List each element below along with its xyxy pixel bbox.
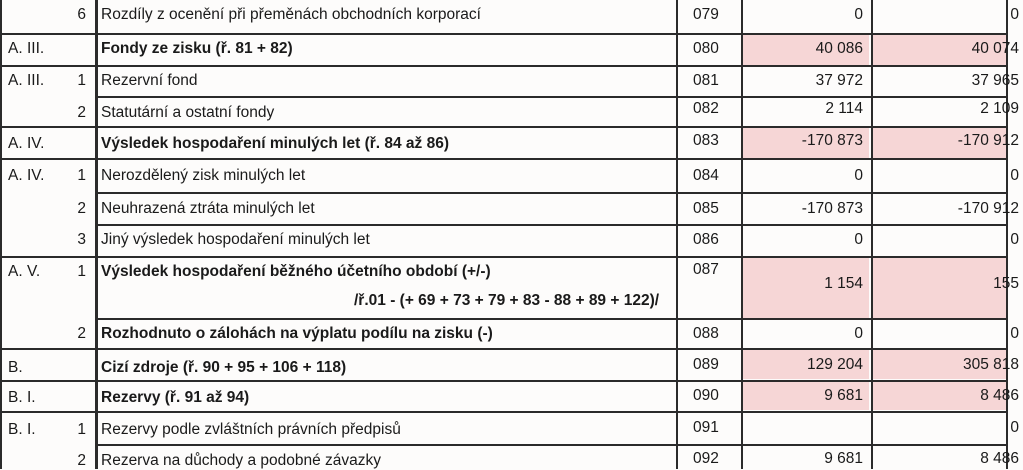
row-code: 079 xyxy=(693,6,719,23)
row-value-previous: 155 xyxy=(993,275,1019,292)
row-item-number: 2 xyxy=(77,325,86,342)
row-value-current: 0 xyxy=(854,6,863,23)
row-code: 091 xyxy=(693,419,719,436)
row-value-current: 9 681 xyxy=(824,450,863,467)
row-section: A. III. xyxy=(8,40,45,57)
row-value-current: -170 873 xyxy=(801,200,863,217)
row-code: 087 xyxy=(693,261,719,278)
grid-line xyxy=(0,0,2,469)
row-label: Rezerva na důchody a podobné závazky xyxy=(101,452,382,469)
row-value-previous: 8 486 xyxy=(980,387,1019,404)
row-value-current: 40 086 xyxy=(815,40,863,57)
grid-line xyxy=(0,348,1008,350)
row-item-number: 1 xyxy=(77,167,86,184)
row-label: Výsledek hospodaření minulých let (ř. 84 až 86) xyxy=(101,135,450,152)
row-value-current: 2 114 xyxy=(825,100,863,117)
row-code: 081 xyxy=(693,72,719,89)
grid-line xyxy=(0,126,1008,128)
row-value-previous: 40 074 xyxy=(971,40,1019,57)
row-value-previous: 0 xyxy=(1010,419,1019,436)
row-value-previous: 0 xyxy=(1010,6,1019,23)
row-value-previous: -170 912 xyxy=(957,200,1019,217)
row-item-number: 2 xyxy=(77,104,86,121)
row-item-number: 1 xyxy=(77,263,86,280)
grid-line xyxy=(871,0,873,469)
row-code: 082 xyxy=(693,100,719,117)
row-code: 086 xyxy=(693,231,719,248)
row-code: 090 xyxy=(693,387,719,404)
row-value-current: 0 xyxy=(854,167,863,184)
row-item-number: 2 xyxy=(77,452,86,469)
row-section: A. III. xyxy=(8,72,45,89)
highlight-cell xyxy=(873,258,1006,318)
grid-line xyxy=(0,256,1008,258)
row-label: Rezervy (ř. 91 až 94) xyxy=(101,389,250,406)
row-code: 092 xyxy=(693,450,719,467)
row-value-current: 0 xyxy=(854,231,863,248)
row-label: Cizí zdroje (ř. 90 + 95 + 106 + 118) xyxy=(101,359,347,376)
row-value-current: 37 972 xyxy=(815,72,863,89)
row-label: Jiný výsledek hospodaření minulých let xyxy=(101,231,370,248)
row-code: 089 xyxy=(693,356,719,373)
row-value-previous: 0 xyxy=(1010,167,1019,184)
row-item-number: 6 xyxy=(77,6,86,23)
grid-line xyxy=(676,0,678,469)
grid-line xyxy=(95,318,1008,320)
row-section: A. IV. xyxy=(8,167,45,184)
row-value-previous: 2 109 xyxy=(980,100,1019,117)
row-item-number: 3 xyxy=(77,231,86,248)
row-item-number: 1 xyxy=(77,72,86,89)
row-value-previous: 0 xyxy=(1010,231,1019,248)
row-section: A. IV. xyxy=(8,135,45,152)
row-value-previous: 37 965 xyxy=(971,72,1019,89)
row-value-current: 9 681 xyxy=(824,387,863,404)
row-section: B. I. xyxy=(8,389,36,406)
row-value-current: 0 xyxy=(854,325,863,342)
grid-line xyxy=(95,0,98,469)
row-label-formula: /ř.01 - (+ 69 + 73 + 79 + 83 - 88 + 89 + 122)/ xyxy=(354,292,660,309)
row-code: 083 xyxy=(693,132,719,149)
row-value-previous: -170 912 xyxy=(957,132,1019,149)
row-value-current: -170 873 xyxy=(801,132,863,149)
row-value-current: 129 204 xyxy=(806,356,863,373)
row-code: 088 xyxy=(693,325,719,342)
row-value-previous: 0 xyxy=(1010,325,1019,342)
grid-line xyxy=(95,96,1008,98)
row-value-previous: 305 818 xyxy=(962,356,1019,373)
grid-line xyxy=(95,192,1008,194)
row-code: 084 xyxy=(693,167,719,184)
row-label: Rezervní fond xyxy=(101,72,198,89)
grid-line xyxy=(0,411,1008,413)
grid-line xyxy=(741,0,743,469)
grid-line xyxy=(0,33,1008,35)
grid-line xyxy=(95,224,1008,226)
row-section: A. V. xyxy=(8,263,41,280)
row-label: Neuhrazená ztráta minulých let xyxy=(101,200,315,217)
row-code: 080 xyxy=(693,40,719,57)
row-label: Rezervy podle zvláštních právních předpisů xyxy=(101,421,401,438)
row-item-number: 1 xyxy=(77,421,86,438)
row-label: Nerozdělený zisk minulých let xyxy=(101,167,306,184)
grid-line xyxy=(95,444,1008,446)
row-label: Výsledek hospodaření běžného účetního období (+/-) xyxy=(101,263,491,280)
row-item-number: 2 xyxy=(77,200,86,217)
row-code: 085 xyxy=(693,200,719,217)
row-value-current: 1 154 xyxy=(824,275,863,292)
grid-line xyxy=(0,158,1008,160)
row-label: Rozhodnuto o zálohách na výplatu podílu na zisku (-) xyxy=(101,325,493,342)
grid-line xyxy=(0,380,1008,382)
row-section: B. I. xyxy=(8,421,36,438)
row-label: Statutární a ostatní fondy xyxy=(101,104,275,121)
row-label: Rozdíly z ocenění při přeměnách obchodních korporací xyxy=(101,6,481,23)
row-label: Fondy ze zisku (ř. 81 + 82) xyxy=(101,40,293,57)
grid-line xyxy=(0,65,1008,67)
row-value-previous: 8 486 xyxy=(980,450,1019,467)
row-section: B. xyxy=(8,359,23,376)
